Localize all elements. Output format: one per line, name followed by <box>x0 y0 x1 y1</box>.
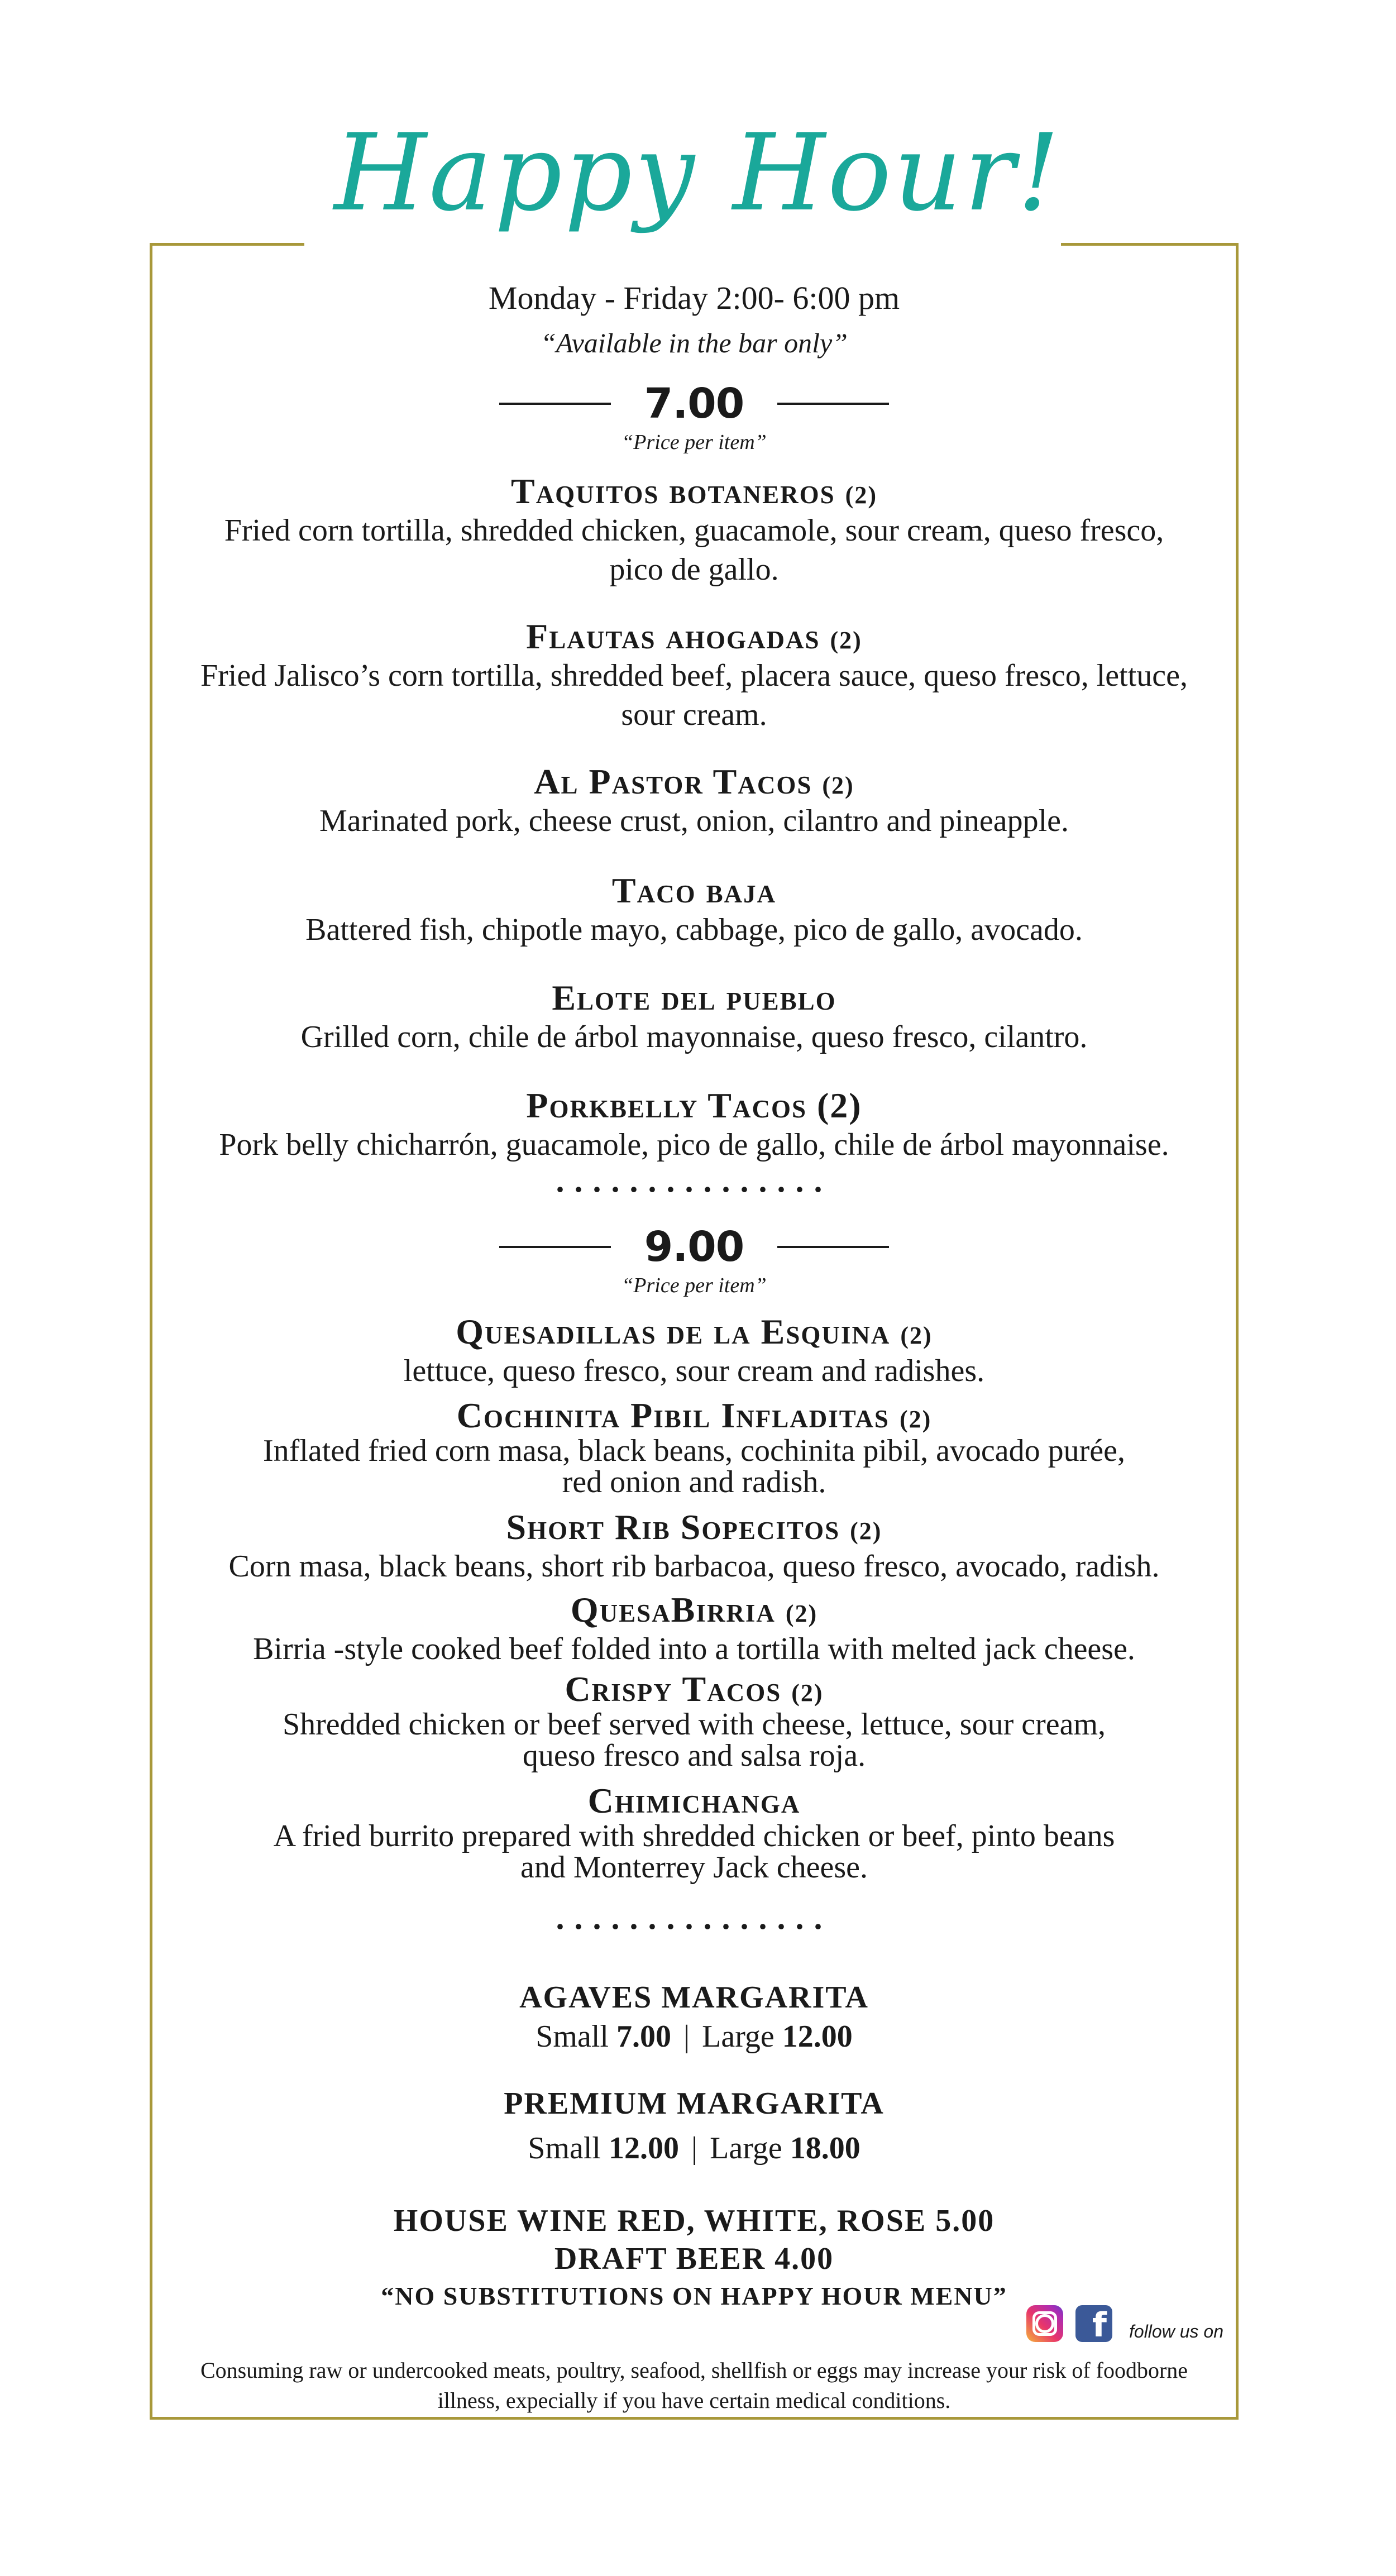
item-desc: Shredded chicken or beef served with cheese, lettuce, sour cream, <box>282 1707 1106 1742</box>
health-disclaimer <box>150 2355 1239 2416</box>
item-qty: (2) <box>830 627 862 654</box>
item-name: QuesaBirria <box>570 1590 776 1629</box>
item-name: Short Rib Sopecitos <box>506 1507 840 1547</box>
size-price: 12.00 <box>782 2019 853 2054</box>
disclaimer-line: illness, expecially if you have certain medical conditions. <box>437 2388 951 2413</box>
item-desc: queso fresco and salsa roja. <box>522 1738 866 1774</box>
instagram-icon[interactable] <box>1026 2305 1063 2342</box>
page-title: Happy Hour! <box>334 111 1062 235</box>
item-qty: (2) <box>899 1406 932 1433</box>
size-price: 12.00 <box>608 2131 679 2166</box>
item-desc: Inflated fried corn masa, black beans, cochinita pibil, avocado purée, <box>262 1433 1126 1469</box>
drink-sizes <box>150 2019 1239 2054</box>
dot-separator: ............... <box>556 1899 833 1936</box>
follow-text: follow us on <box>1129 2321 1223 2341</box>
facebook-icon[interactable]: f <box>1075 2305 1112 2342</box>
item-desc: sour cream. <box>621 697 767 733</box>
rule-left <box>499 1246 611 1248</box>
menu-item <box>150 762 1239 840</box>
rule-right <box>777 403 889 405</box>
item-qty: (2) <box>791 1679 824 1707</box>
item-name: Quesadillas de la Esquina <box>456 1312 891 1351</box>
item-name: Elote del pueblo <box>552 978 836 1017</box>
hours-text: Monday - Friday 2:00- 6:00 pm <box>488 280 900 316</box>
menu-item <box>150 1396 1239 1498</box>
divider: | <box>691 2131 698 2166</box>
item-desc: Birria -style cooked beef folded into a tortilla with melted jack cheese. <box>253 1632 1135 1667</box>
item-desc: Fried Jalisco’s corn tortilla, shredded beef, placera sauce, queso fresco, lettuce, <box>200 658 1188 694</box>
menu-item <box>150 978 1239 1057</box>
menu-item <box>150 1086 1239 1164</box>
item-name: Al Pastor Tacos <box>534 762 812 801</box>
item-desc: Fried corn tortilla, shredded chicken, guacamole, sour cream, queso fresco, <box>224 513 1164 548</box>
drink-sizes <box>150 2130 1239 2166</box>
item-desc: and Monterrey Jack cheese. <box>520 1850 868 1885</box>
item-name: Crispy Tacos <box>565 1669 782 1709</box>
menu-item <box>150 1508 1239 1586</box>
dot-separator: ............... <box>556 1162 833 1199</box>
item-desc: Battered fish, chipotle mayo, cabbage, pico de gallo, avocado. <box>305 912 1083 948</box>
disclaimer-line: Consuming raw or undercooked meats, poultry, seafood, shellfish or eggs may increase your risk of foodborne <box>200 2358 1188 2383</box>
price-note: “Price per item” <box>621 431 767 454</box>
item-desc: red onion and radish. <box>562 1465 826 1500</box>
price-note: “Price per item” <box>621 1274 767 1297</box>
size-label: Small <box>536 2019 609 2054</box>
rule-right <box>777 1246 889 1248</box>
drink-name: AGAVES MARGARITA <box>519 1980 869 2015</box>
menu-item <box>150 472 1239 589</box>
divider: | <box>683 2019 690 2054</box>
size-price: 18.00 <box>790 2131 860 2166</box>
menu-item <box>150 871 1239 949</box>
item-desc: Marinated pork, cheese crust, onion, cilantro and pineapple. <box>319 804 1069 839</box>
availability-note: “Available in the bar only” <box>541 327 848 359</box>
menu-item <box>150 1590 1239 1669</box>
size-label: Small <box>528 2131 601 2166</box>
price-header-2 <box>150 1223 1239 1271</box>
frame-gap <box>304 237 1061 251</box>
item-qty: (2) <box>900 1322 933 1349</box>
item-desc: pico de gallo. <box>609 552 779 587</box>
item-qty: (2) <box>785 1600 818 1627</box>
no-substitutions-notice: “NO SUBSTITUTIONS ON HAPPY HOUR MENU” <box>381 2282 1007 2310</box>
item-name: Cochinita Pibil Infladitas <box>456 1395 890 1435</box>
price-header-1 <box>150 380 1239 428</box>
menu-item <box>150 1781 1239 1883</box>
price-label: 9.00 <box>644 1223 744 1271</box>
item-desc: lettuce, queso fresco, sour cream and radishes. <box>403 1354 985 1389</box>
item-qty: (2) <box>850 1517 882 1545</box>
item-name: Taco baja <box>611 871 777 910</box>
item-name: Flautas ahogadas <box>526 616 820 656</box>
house-wine: HOUSE WINE RED, WHITE, ROSE 5.00 <box>393 2204 995 2238</box>
drink-name: PREMIUM MARGARITA <box>504 2086 885 2121</box>
item-desc: Grilled corn, chile de árbol mayonnaise, queso fresco, cilantro. <box>300 1020 1088 1055</box>
item-name: Taquitos botaneros <box>511 471 835 511</box>
price-label: 7.00 <box>644 380 744 428</box>
draft-beer: DRAFT BEER 4.00 <box>554 2242 834 2276</box>
social-links <box>1026 2305 1223 2345</box>
size-label: Large <box>702 2019 775 2054</box>
menu-item <box>150 1312 1239 1390</box>
size-price: 7.00 <box>616 2019 671 2054</box>
item-qty: (2) <box>845 481 877 509</box>
item-name: Porkbelly Tacos (2) <box>526 1086 862 1125</box>
item-desc: A fried burrito prepared with shredded chicken or beef, pinto beans <box>273 1819 1115 1854</box>
item-name: Chimichanga <box>587 1781 801 1820</box>
rule-left <box>499 403 611 405</box>
menu-item <box>150 617 1239 734</box>
menu-item <box>150 1669 1239 1774</box>
size-label: Large <box>710 2131 782 2166</box>
item-desc: Pork belly chicharrón, guacamole, pico de gallo, chile de árbol mayonnaise. <box>219 1127 1169 1163</box>
item-desc: Corn masa, black beans, short rib barbacoa, queso fresco, avocado, radish. <box>228 1549 1160 1584</box>
item-qty: (2) <box>822 772 854 799</box>
